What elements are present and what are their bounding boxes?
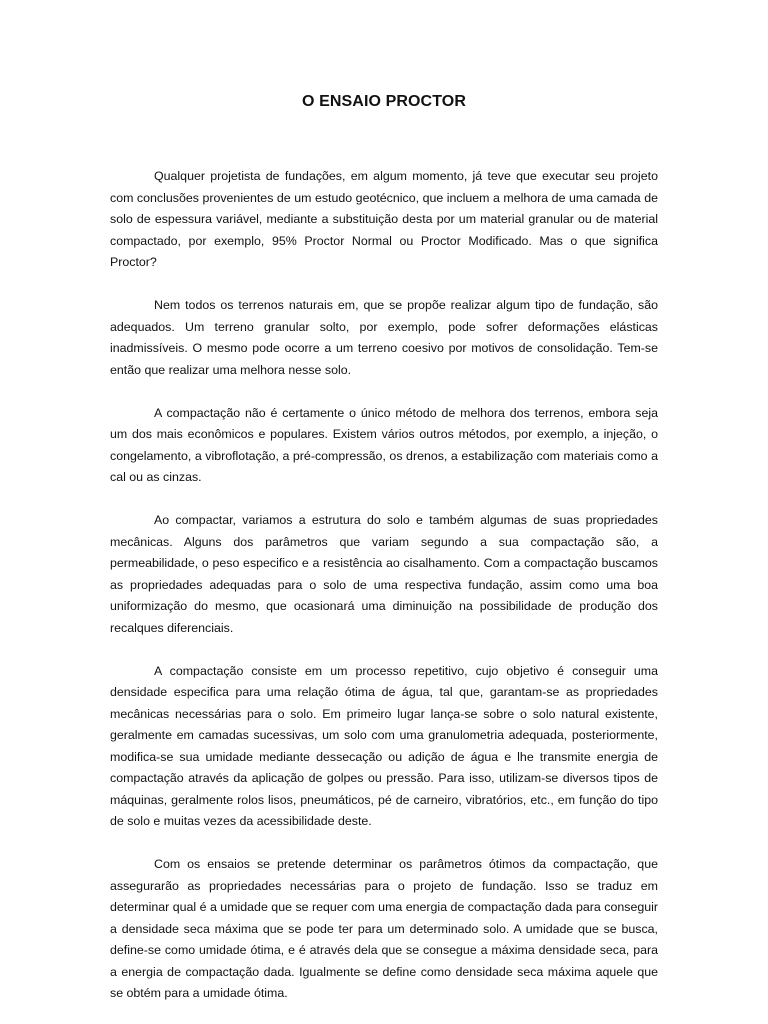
paragraph-5: A compactação consiste em um processo repetitivo, cujo objetivo é conseguir uma densidade especifica para uma relação ótima de água, tal que, garantam-se as propriedades mecânicas necessárias para o solo. Em primeiro lugar lança-se sobre o solo natural existente, geralmente em camadas sucessivas, um solo com uma granulometria adequada, posteriormente, modifica-se sua umidade mediante dessecação ou adição de água e lhe transmite energia de compactação através da aplicação de golpes ou pressão. Para isso, utilizam-se diversos tipos de máquinas, geralmente rolos lisos, pneumáticos, pé de carneiro, vibratórios, etc., em função do tipo de solo e muitas vezes da acessibilidade deste. bbox=[110, 663, 658, 828]
paragraph-4: Ao compactar, variamos a estrutura do solo e também algumas de suas propriedades mecânicas. Alguns dos parâmetros que variam segundo a sua compactação são, a permeabilidade, o peso especifico e a resistência ao cisalhamento. Com a compactação buscamos as propriedades adequadas para o solo de uma respectiva fundação, assim como uma boa uniformização do mesmo, que ocasionará uma diminuição na possibilidade de produção dos recalques diferenciais. bbox=[110, 513, 658, 635]
paragraph-2: Nem todos os terrenos naturais em, que se propõe realizar algum tipo de fundação, são adequados. Um terreno granular solto, por exemplo, pode sofrer deformações elásticas inadmissíveis. O mesmo pode ocorre a um terreno coesivo por motivos de consolidação. Tem-se então que realizar uma melhora nesse solo. bbox=[110, 298, 658, 377]
document-body bbox=[110, 166, 658, 1005]
document-title: O ENSAIO PROCTOR bbox=[302, 93, 466, 110]
paragraph-3: A compactação não é certamente o único método de melhora dos terrenos, embora seja um dos mais econômicos e populares. Existem vários outros métodos, por exemplo, a injeção, o congelamento, a vibroflotação, a pré-compressão, os drenos, a estabilização com materiais como a cal ou as cinzas. bbox=[110, 405, 658, 484]
paragraph-6: Com os ensaios se pretende determinar os parâmetros ótimos da compactação, que assegurarão as propriedades necessárias para o projeto de fundação. Isso se traduz em determinar qual é a umidade que se requer com uma energia de compactação dada para conseguir a densidade seca máxima que se pode ter para um determinado solo. A umidade que se busca, define-se como umidade ótima, e é através dela que se consegue a máxima densidade seca, para a energia de compactação dada. Igualmente se define como densidade seca máxima aquele que se obtém para a umidade ótima. bbox=[110, 857, 658, 1000]
paragraph-1: Qualquer projetista de fundações, em algum momento, já teve que executar seu projeto com conclusões provenientes de um estudo geotécnico, que incluem a melhora de uma camada de solo de espessura variável, mediante a substituição desta por um material granular ou de material compactado, por exemplo, 95% Proctor Normal ou Proctor Modificado. Mas o que significa Proctor? bbox=[110, 169, 658, 269]
